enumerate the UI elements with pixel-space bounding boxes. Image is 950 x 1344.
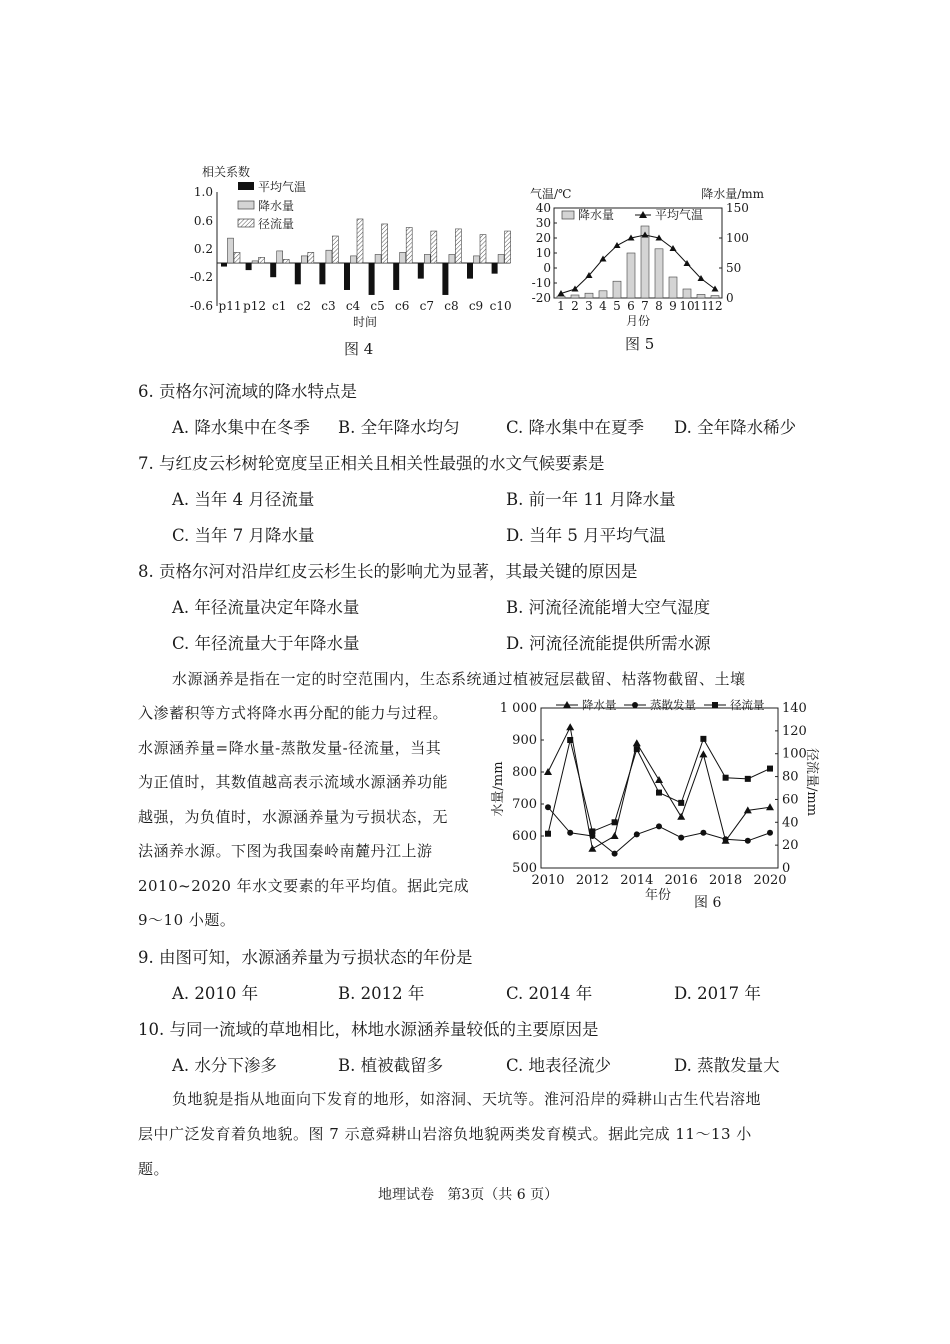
fig5-bar-precip xyxy=(655,249,663,298)
fig4-bar-temp xyxy=(442,263,448,295)
fig5-bar-precip xyxy=(669,277,677,298)
fig4-xtick: c8 xyxy=(444,299,459,313)
fig6-legend-precip: 降水量 xyxy=(582,698,617,712)
fig4-bar-temp xyxy=(418,263,424,279)
fig6-precip-marker xyxy=(633,739,641,746)
passage-2-line: 题。 xyxy=(138,1160,170,1178)
fig6-xtick: 2014 xyxy=(620,873,654,888)
fig5-bar-precip xyxy=(683,289,691,298)
fig4-bar-precip xyxy=(424,254,430,263)
passage-1-line: 入渗蓄积等方式将降水再分配的能力与过程。 xyxy=(138,704,449,722)
fig5-bar-precip xyxy=(711,296,719,298)
question-10-stem: 10. 与同一流域的草地相比，林地水源涵养量较低的主要原因是 xyxy=(138,1020,599,1039)
fig6-xlabel: 年份 xyxy=(644,888,672,903)
fig5-legend-swatch-bar xyxy=(562,211,574,219)
fig6-right-tick: 80 xyxy=(782,769,799,785)
question-6-option-d: D. 全年降水稀少 xyxy=(674,418,797,437)
fig4-ytick: 0.2 xyxy=(193,242,213,256)
fig4-bar-temp xyxy=(295,263,301,284)
figure-4-caption: 图 4 xyxy=(344,340,374,358)
fig4-bar-temp xyxy=(369,263,375,295)
fig4-xtick: p11 xyxy=(218,299,242,313)
fig4-bar-runoff xyxy=(283,259,289,263)
fig4-xtick: c1 xyxy=(272,299,287,313)
fig6-precip-marker xyxy=(588,845,596,852)
fig5-xtick: 6 xyxy=(627,299,635,313)
fig5-left-tick: 40 xyxy=(535,201,551,215)
fig6-evap-marker xyxy=(656,823,662,829)
fig6-right-tick: 140 xyxy=(782,701,807,716)
question-6-option-b: B. 全年降水均匀 xyxy=(338,418,460,437)
fig6-left-tick: 700 xyxy=(512,797,537,812)
fig4-bar-temp xyxy=(221,263,227,267)
fig6-plot-frame xyxy=(541,708,778,868)
fig4-xtick: c6 xyxy=(395,299,410,313)
fig5-line-temp xyxy=(561,235,715,294)
dot-icon xyxy=(632,702,638,708)
fig6-runoff-marker xyxy=(767,766,773,772)
fig6-left-tick: 600 xyxy=(512,829,537,844)
fig5-left-tick: -20 xyxy=(531,291,551,305)
fig5-right-tick: 50 xyxy=(726,261,742,275)
fig6-runoff-marker xyxy=(678,800,684,806)
figure-4-chart xyxy=(180,160,520,335)
fig5-bar-precip xyxy=(697,294,705,298)
fig5-right-tick: 100 xyxy=(726,231,749,245)
fig6-right-tick: 20 xyxy=(782,838,799,854)
fig6-left-tick: 1 000 xyxy=(499,701,537,716)
passage-1-line: 水源涵养量=降水量-蒸散发量-径流量，当其 xyxy=(138,739,442,757)
fig4-bar-precip xyxy=(375,254,381,263)
fig4-bar-runoff xyxy=(406,228,412,264)
fig4-bar-temp xyxy=(246,263,252,270)
fig5-xtick: 4 xyxy=(599,299,607,313)
fig6-precip-marker xyxy=(544,768,552,775)
fig6-xtick: 2012 xyxy=(575,873,609,888)
fig6-runoff-marker xyxy=(545,831,551,837)
passage-1-line: 越强，为负值时，水源涵养量为亏损状态，无 xyxy=(138,808,449,826)
fig4-bar-runoff xyxy=(455,229,461,263)
passage-2-line: 层中广泛发育着负地貌。图 7 示意舜耕山岩溶负地貌两类发育模式。据此完成 11～13 小 xyxy=(138,1125,752,1143)
fig4-ytick: -0.6 xyxy=(189,299,213,313)
fig5-bar-precip xyxy=(585,293,593,298)
fig4-bar-temp xyxy=(344,263,350,290)
fig5-left-axis-label: 气温/℃ xyxy=(530,187,572,201)
fig5-xtick: 11 xyxy=(693,299,709,313)
fig6-evap-marker xyxy=(567,830,573,836)
fig4-bar-runoff xyxy=(431,231,437,263)
fig4-bar-precip xyxy=(498,254,504,263)
question-6-option-c: C. 降水集中在夏季 xyxy=(506,418,645,437)
passage-1-line: 法涵养水源。下图为我国秦岭南麓丹江上游 xyxy=(138,842,433,860)
question-10-option-a: A. 水分下渗多 xyxy=(172,1056,277,1075)
fig5-xtick: 1 xyxy=(557,299,565,313)
fig4-legend-swatch-precip xyxy=(238,201,254,209)
fig5-right-tick: 0 xyxy=(726,291,734,305)
fig6-evap-marker xyxy=(634,831,640,837)
fig4-xtick: c4 xyxy=(345,299,361,313)
fig4-bar-runoff xyxy=(505,231,511,263)
question-8-option-d: D. 河流径流能提供所需水源 xyxy=(506,634,711,653)
fig6-left-tick: 900 xyxy=(512,733,537,748)
fig6-legend-evap: 蒸散发量 xyxy=(650,698,696,712)
square-icon xyxy=(712,702,718,708)
fig6-runoff-marker xyxy=(745,776,751,782)
passage-1-line: 水源涵养是指在一定的时空范围内，生态系统通过植被冠层截留、枯落物截留、土壤 xyxy=(172,670,746,688)
fig5-temp-marker xyxy=(712,286,719,292)
fig4-xtick: c5 xyxy=(370,299,385,313)
page-footer: 地理试卷 第3页（共 6 页） xyxy=(378,1187,559,1203)
fig5-left-tick: 10 xyxy=(535,246,551,260)
question-8-option-a: A. 年径流量决定年降水量 xyxy=(172,598,360,617)
fig4-bar-runoff xyxy=(308,252,314,263)
fig4-bar-temp xyxy=(467,263,473,279)
fig5-left-tick: 30 xyxy=(535,216,551,230)
fig5-bar-precip xyxy=(613,281,621,298)
fig6-right-tick: 60 xyxy=(782,792,799,808)
fig4-bar-temp xyxy=(270,263,276,277)
question-10-option-c: C. 地表径流少 xyxy=(506,1056,612,1075)
fig4-bar-precip xyxy=(449,254,455,263)
fig4-bar-precip xyxy=(277,251,283,263)
question-6-stem: 6. 贡格尔河流域的降水特点是 xyxy=(138,382,357,401)
fig5-left-tick: 0 xyxy=(543,261,551,275)
fig4-bar-temp xyxy=(393,263,399,290)
question-7-option-c: C. 当年 7 月降水量 xyxy=(172,526,315,545)
fig4-legend-temp: 平均气温 xyxy=(258,180,307,194)
fig6-right-axis-label: 径流量/mm xyxy=(804,747,819,817)
fig4-bar-precip xyxy=(326,250,332,263)
fig6-precip-marker xyxy=(766,803,774,810)
passage-1-line: 9～10 小题。 xyxy=(138,911,236,929)
fig6-line-runoff xyxy=(548,739,770,834)
fig4-bar-runoff xyxy=(234,252,240,263)
fig6-line-evap xyxy=(548,807,770,853)
passage-1-line: 为正值时，其数值越高表示流域水源涵养功能 xyxy=(138,773,449,791)
fig6-runoff-marker xyxy=(612,819,618,825)
fig4-bar-precip xyxy=(351,256,357,263)
fig4-xlabel: 时间 xyxy=(352,315,378,329)
fig5-bar-precip xyxy=(557,296,565,298)
fig6-right-tick: 100 xyxy=(782,746,807,762)
question-9-option-a: A. 2010 年 xyxy=(172,984,259,1003)
question-9-option-d: D. 2017 年 xyxy=(674,984,761,1003)
fig5-bar-precip xyxy=(571,295,579,298)
fig6-evap-marker xyxy=(678,835,684,841)
fig5-xtick: 12 xyxy=(707,299,723,313)
fig4-ytick: -0.2 xyxy=(189,270,213,284)
fig5-bar-precip xyxy=(627,253,635,298)
question-7-option-d: D. 当年 5 月平均气温 xyxy=(506,526,666,545)
fig4-legend-swatch-temp xyxy=(238,182,254,190)
fig6-xtick: 2018 xyxy=(709,873,743,888)
fig5-bar-precip xyxy=(599,291,607,298)
question-9-option-b: B. 2012 年 xyxy=(338,984,425,1003)
figure-6-chart xyxy=(486,694,819,911)
passage-2-line: 负地貌是指从地面向下发育的地形，如溶洞、天坑等。淮河沿岸的舜耕山古生代岩溶地 xyxy=(172,1090,762,1108)
fig4-xtick: c2 xyxy=(296,299,311,313)
fig6-xtick: 2020 xyxy=(753,873,787,888)
question-7-stem: 7. 与红皮云杉树轮宽度呈正相关且相关性最强的水文气候要素是 xyxy=(138,454,605,473)
fig4-bar-precip xyxy=(301,256,307,263)
fig6-left-axis-label: 水量/mm xyxy=(491,761,506,817)
question-8-stem: 8. 贡格尔河对沿岸红皮云杉生长的影响尤为显著，其最关键的原因是 xyxy=(138,562,638,581)
fig4-bar-precip xyxy=(400,252,406,263)
fig4-ytick: 1.0 xyxy=(193,185,213,199)
fig5-xtick: 9 xyxy=(669,299,677,313)
fig5-xtick: 5 xyxy=(613,299,621,313)
fig6-line-precip xyxy=(548,727,770,849)
fig6-precip-marker xyxy=(677,813,685,820)
fig6-left-tick: 800 xyxy=(512,765,537,780)
fig6-precip-marker xyxy=(611,832,619,839)
fig5-right-tick: 150 xyxy=(726,201,749,215)
figure-5-caption: 图 5 xyxy=(625,335,655,353)
fig4-bar-runoff xyxy=(259,257,265,263)
fig4-bar-temp xyxy=(319,263,325,284)
fig6-right-tick: 0 xyxy=(782,861,791,876)
fig5-left-tick: -10 xyxy=(531,276,551,290)
fig4-xtick: c10 xyxy=(489,299,512,313)
fig4-bar-runoff xyxy=(382,224,388,263)
fig6-right-tick: 40 xyxy=(782,815,799,831)
fig5-xtick: 3 xyxy=(585,299,593,313)
fig6-evap-marker xyxy=(700,830,706,836)
question-6-option-a: A. 降水集中在冬季 xyxy=(172,418,310,437)
fig6-precip-marker xyxy=(566,723,574,730)
fig6-evap-marker xyxy=(723,836,729,842)
fig5-legend-line-label: 平均气温 xyxy=(655,208,704,222)
fig5-xtick: 2 xyxy=(571,299,579,313)
fig4-bar-precip xyxy=(474,256,480,263)
fig6-evap-marker xyxy=(745,838,751,844)
question-9-option-c: C. 2014 年 xyxy=(506,984,593,1003)
question-9-stem: 9. 由图可知，水源涵养量为亏损状态的年份是 xyxy=(138,948,473,967)
fig4-xtick: c3 xyxy=(321,299,336,313)
fig6-runoff-marker xyxy=(656,790,662,796)
fig6-xtick: 2010 xyxy=(531,873,565,888)
fig6-runoff-marker xyxy=(700,736,706,742)
fig6-precip-marker xyxy=(655,776,663,783)
fig6-runoff-marker xyxy=(589,828,595,834)
fig5-xtick: 8 xyxy=(655,299,663,313)
fig5-left-tick: 20 xyxy=(535,231,551,245)
fig4-xtick: p12 xyxy=(243,299,267,313)
question-7-option-b: B. 前一年 11 月降水量 xyxy=(506,490,676,509)
question-7-option-a: A. 当年 4 月径流量 xyxy=(172,490,315,509)
fig4-bar-precip xyxy=(228,238,234,263)
fig4-ytick: 0.6 xyxy=(193,214,213,228)
fig5-temp-marker xyxy=(614,242,621,248)
fig4-bar-runoff xyxy=(332,236,338,263)
fig4-xtick: c7 xyxy=(419,299,434,313)
fig4-ylabel: 相关系数 xyxy=(202,165,251,179)
figure-5-chart xyxy=(528,182,768,330)
fig6-evap-marker xyxy=(767,830,773,836)
fig4-bar-runoff xyxy=(480,235,486,263)
fig5-temp-marker xyxy=(670,245,677,251)
fig6-evap-marker xyxy=(612,851,618,857)
question-8-option-b: B. 河流径流能增大空气湿度 xyxy=(506,598,711,617)
fig6-runoff-marker xyxy=(567,737,573,743)
fig4-bar-temp xyxy=(492,263,498,274)
fig4-legend-runoff: 径流量 xyxy=(258,217,295,231)
fig5-xlabel: 月份 xyxy=(625,314,651,328)
question-10-option-d: D. 蒸散发量大 xyxy=(674,1056,780,1075)
fig5-xtick: 7 xyxy=(641,299,649,313)
passage-1-line: 2010~2020 年水文要素的年平均值。据此完成 xyxy=(138,877,470,895)
fig4-legend-precip: 降水量 xyxy=(258,199,295,213)
fig6-left-tick: 500 xyxy=(512,861,537,876)
fig5-xtick: 10 xyxy=(679,299,695,313)
fig6-right-tick: 120 xyxy=(782,723,807,739)
fig6-precip-marker xyxy=(699,750,707,757)
fig5-right-axis-label: 降水量/mm xyxy=(701,187,764,201)
question-8-option-c: C. 年径流量大于年降水量 xyxy=(172,634,360,653)
fig4-legend-swatch-runoff xyxy=(238,219,254,227)
fig4-bar-runoff xyxy=(357,219,363,263)
fig6-caption: 图 6 xyxy=(694,895,722,911)
fig6-runoff-marker xyxy=(723,775,729,781)
fig5-legend-bar: 降水量 xyxy=(578,208,615,222)
fig6-evap-marker xyxy=(545,804,551,810)
fig4-bar-precip xyxy=(252,261,258,263)
fig6-legend-runoff: 径流量 xyxy=(730,698,765,712)
question-10-option-b: B. 植被截留多 xyxy=(338,1056,444,1075)
fig4-xtick: c9 xyxy=(468,299,484,313)
fig6-xtick: 2016 xyxy=(664,873,698,888)
fig6-runoff-marker xyxy=(634,746,640,752)
